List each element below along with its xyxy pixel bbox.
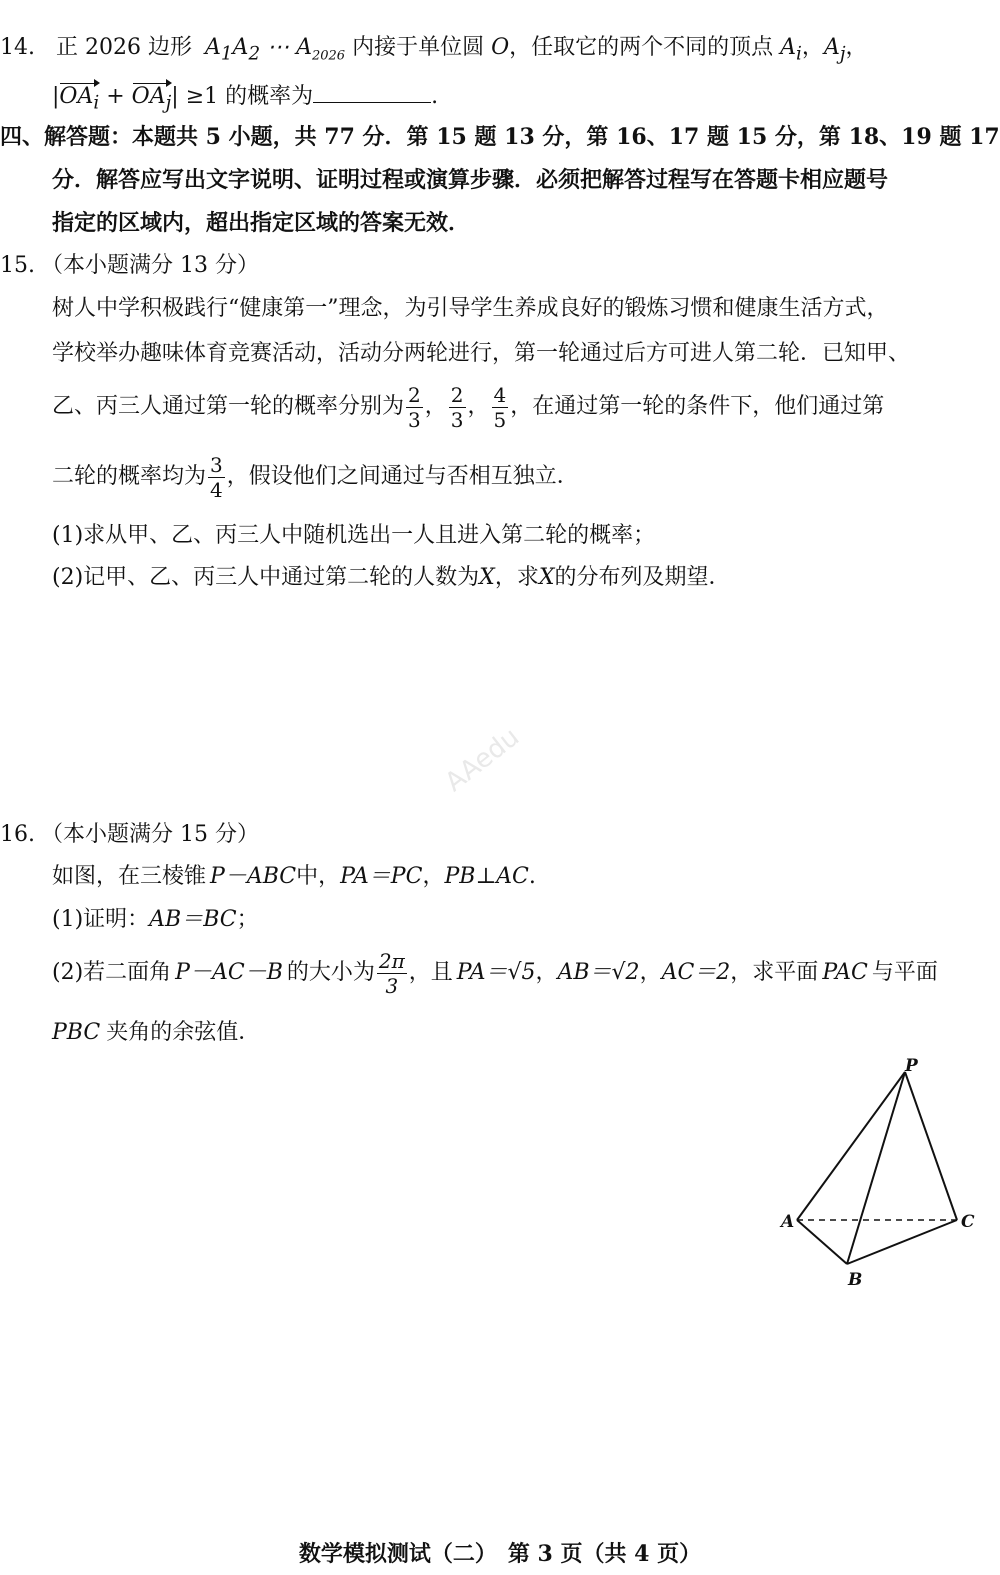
q16-sub2: (2)若二面角 P－AC－B 的大小为 $\frac{2\pi}{3}$ ，且 PA＝√5，AB＝√2，AC＝2，求平面 PAC 与平面 xyxy=(52,948,938,998)
q16-header xyxy=(0,820,259,850)
q14-text-a: 正 2026 边形 xyxy=(56,35,192,60)
page-footer: 数学模拟测试（二） 第 3 页（共 4 页） xyxy=(298,1541,702,1567)
q15-frac1: $\frac{2}{3}$ xyxy=(408,382,421,432)
q15-var-x: X xyxy=(479,565,495,590)
q16-sub1: (1)证明：AB＝BC； xyxy=(52,907,259,932)
label-a: A xyxy=(781,1212,795,1232)
q15-p4: 二轮的概率均为 $\frac{3}{4}$ ，假设他们之间通过与否相互独立． xyxy=(52,452,579,502)
edge-pa xyxy=(797,1072,905,1220)
q14-polygon: $A_1A_2$ ⋯ $A_{2026}$ xyxy=(204,35,346,65)
q15-frac4: $\frac{3}{4}$ xyxy=(210,452,223,502)
q15-sub1: (1)求从甲、乙、丙三人中随机选出一人且进入第二轮的概率； xyxy=(52,523,656,548)
edge-pc xyxy=(905,1072,957,1220)
label-p: P xyxy=(905,1056,918,1076)
edge-pb xyxy=(847,1072,905,1264)
q16-p1: 如图，在三棱锥 P－ABC中，PA＝PC，PB⊥AC. xyxy=(52,864,536,889)
q14-text-b: 内接于单位圆 xyxy=(352,35,485,60)
q14-line2: $|OA_i + OA_j| \ge 1$ 的概率为 . xyxy=(52,80,438,118)
q14-number: 14. xyxy=(0,35,35,60)
q16-sub2-cont: PBC 夹角的余弦值． xyxy=(52,1020,261,1045)
edge-ab xyxy=(797,1220,847,1264)
section4-line1: 四、解答题：本题共 5 小题，共 77 分．第 15 题 13 分，第 16、17 题 15 分，第 18、19 题 17 xyxy=(0,124,1000,150)
edge-bc xyxy=(847,1220,957,1264)
q15-title: （本小题满分 13 分） xyxy=(41,253,259,278)
q14-circle: O xyxy=(491,35,510,60)
q15-p1: 树人中学积极践行“健康第一”理念，为引导学生养成良好的锻炼习惯和健康生活方式， xyxy=(52,296,889,321)
q15-sub2: (2)记甲、乙、丙三人中通过第二轮的人数为X，求X的分布列及期望． xyxy=(52,565,731,590)
label-c: C xyxy=(961,1212,975,1232)
section4-line3: 指定的区域内，超出指定区域的答案无效． xyxy=(52,210,471,236)
q14-answer-blank[interactable] xyxy=(313,80,431,103)
q14-aj: $A_j$ xyxy=(823,35,846,65)
q15-frac2: $\frac{2}{3}$ xyxy=(450,382,464,432)
pyramid-figure xyxy=(775,1052,995,1292)
q15-p2: 学校举办趣味体育竞赛活动，活动分两轮进行，第一轮通过后方可进人第二轮．已知甲、 xyxy=(52,341,911,366)
q16-number: 16. xyxy=(0,822,35,847)
q15-p3: 乙、丙三人通过第一轮的概率分别为 $\frac{2}{3}$ ， $\frac{2}{3}$ ， $\frac{4}{5}$ ，在通过第一轮的条件下，他们通过第 xyxy=(52,382,885,432)
q16-title: （本小题满分 15 分） xyxy=(41,822,259,847)
q16-frac: $\frac{2\pi}{3}$ xyxy=(378,948,405,998)
q15-header xyxy=(0,251,259,281)
q15-number: 15. xyxy=(0,253,35,278)
q14-vector-expr: $|OA_i + OA_j|$ xyxy=(52,84,179,109)
section4-line2: 分．解答应写出文字说明、证明过程或演算步骤．必须把解答过程写在答题卡相应题号 xyxy=(52,167,889,193)
q14-text-d: ≥1 的概率为 xyxy=(185,84,314,109)
q15-frac3: $\frac{4}{5}$ xyxy=(493,382,507,432)
q14-text-c: ，任取它的两个不同的顶点 xyxy=(509,35,774,60)
q14-ai: $A_i$ xyxy=(780,35,802,65)
watermark: AAedu xyxy=(439,722,526,798)
q14-line1: 14. 正 2026 边形 $A_1A_2$ ⋯ $A_{2026}$ 内接于单位圆 O，任取它的两个不同的顶点 $A_i$，$A_j$， xyxy=(0,35,868,65)
label-b: B xyxy=(848,1270,863,1290)
